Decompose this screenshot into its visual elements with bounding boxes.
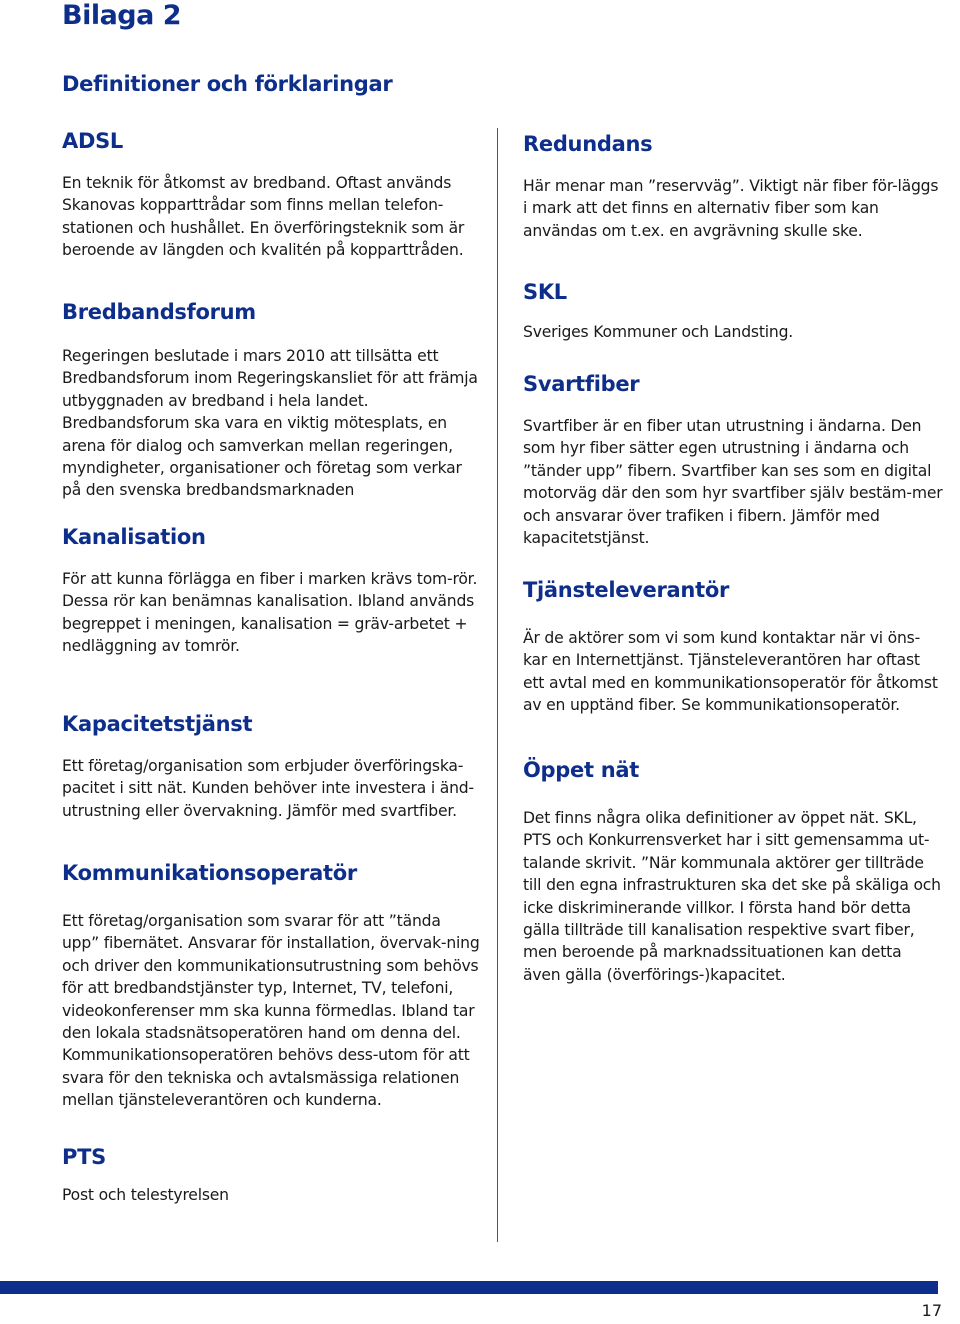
section-heading: Svartfiber (523, 372, 640, 396)
section-text: Svartfiber är en fiber utan utrustning i ändarna. Den som hyr fiber sätter egen utrustning i ändarna och ”tänder upp” fibern. Svartfiber kan ses som en digital motorväg där den som hyr svartfiber själv bestäm-mer och ansvarar över trafiken i fibern. Jämför med kapacitetstjänst. (523, 417, 943, 548)
section-adsl (62, 126, 482, 262)
section-text: Är de aktörer som vi som kund kontaktar när vi öns-kar en Internettjänst. Tjänsteleverantören har oftast ett avtal med en kommunikationsoperatör för åtkomst av en upptänd fiber. Se kommunikationsoperatör. (523, 629, 938, 715)
section-tjansteleverantor (523, 575, 943, 717)
page-number: 17 (921, 1301, 942, 1320)
section-bredbandsforum (62, 297, 482, 502)
section-heading: Kanalisation (62, 525, 206, 549)
section-text: Här menar man ”reservväg”. Viktigt när fiber för-läggs i mark att det finns en alternativ fiber som kan användas om t.ex. en avgrävning skulle ske. (523, 177, 939, 240)
section-text: Det finns några olika definitioner av öppet nät. SKL, PTS och Konkurrensverket har i sitt gemensamma ut-talande skrivit. ”När kommunala aktörer ger tillträde till den egna infrastrukturen ska det ske på skäliga och icke diskriminerande villkor. I första hand bör detta gälla tillträde till kanalisation respektive svart fiber, men beroende på marknadssituationen kan detta även gälla (överförings-)kapacitet. (523, 809, 941, 984)
page-subtitle: Definitioner och förklaringar (62, 72, 393, 96)
section-text: Post och telestyrelsen (62, 1186, 229, 1204)
section-text: Ett företag/organisation som erbjuder överföringska-pacitet i sitt nät. Kunden behöver inte investera i änd-utrustning eller övervakning. Jämför med svartfiber. (62, 757, 474, 820)
section-pts (62, 1142, 482, 1206)
section-text: Regeringen beslutade i mars 2010 att tillsätta ett Bredbandsforum inom Regeringskansliet för att främja utbyggnaden av bredband i hela landet. Bredbandsforum ska vara en viktig mötesplats, en arena för dialog och samverkan mellan regeringen, myndigheter, organisationer och företag som verkar på den svenska bredbandsmarknaden (62, 347, 478, 500)
section-heading: Kapacitetstjänst (62, 712, 253, 736)
section-oppet-nat (523, 755, 943, 986)
section-heading: ADSL (62, 129, 123, 153)
section-heading: Redundans (523, 132, 653, 156)
footer-bar (0, 1281, 938, 1294)
page-title: Bilaga 2 (62, 0, 182, 31)
section-skl (523, 277, 943, 343)
section-kanalisation (62, 522, 482, 658)
section-text: En teknik för åtkomst av bredband. Oftast används Skanovas kopparttrådar som finns mellan telefon-stationen och hushållet. En överföringsteknik som är beroende av längden och kvalitén på kopparttråden. (62, 174, 465, 260)
section-text: Ett företag/organisation som svarar för att ”tända upp” fibernätet. Ansvarar för installation, övervak-ning och driver den kommunikationsutrustning som behövs för att bredbandstjänster typ, Internet, TV, telefoni, videokonferenser mm ska kunna förmedlas. Ibland tar den lokala stadsnätsoperatören hand om denna del. Kommunikationsoperatören behövs dess-utom för att svara för den tekniska och avtalsmässiga relationen mellan tjänsteleverantören och kunderna. (62, 912, 480, 1110)
section-heading: SKL (523, 280, 567, 304)
section-text: Sveriges Kommuner och Landsting. (523, 323, 794, 341)
section-heading: Kommunikationsoperatör (62, 861, 357, 885)
section-heading: Tjänsteleverantör (523, 578, 729, 602)
section-text: För att kunna förlägga en fiber i marken krävs tom-rör. Dessa rör kan benämnas kanalisation. Ibland används begreppet i meningen, kanalisation = gräv-arbetet + nedläggning av tomrör. (62, 570, 478, 656)
section-kapacitetstjanst (62, 709, 482, 822)
section-heading: Bredbandsforum (62, 300, 256, 324)
section-heading: PTS (62, 1145, 106, 1169)
section-redundans (523, 129, 943, 242)
section-svartfiber (523, 369, 943, 549)
column-divider (497, 128, 498, 1242)
section-heading: Öppet nät (523, 758, 639, 782)
section-kommunikationsoperator (62, 858, 482, 1112)
